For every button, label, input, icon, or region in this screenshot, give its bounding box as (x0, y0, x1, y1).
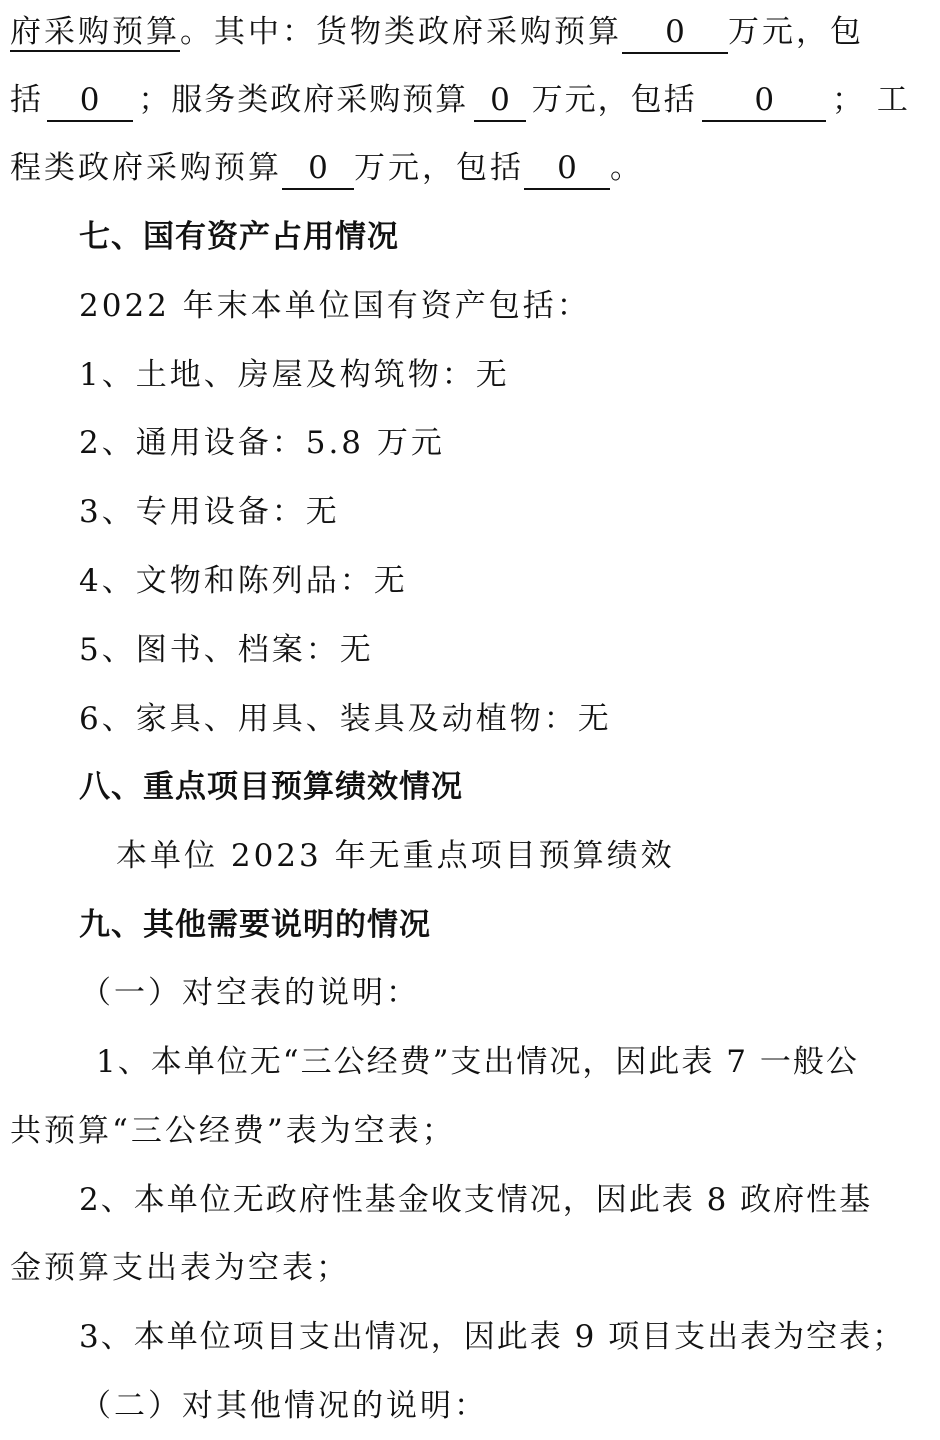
empty-table-note-1-line-2: 共预算“三公经费”表为空表； (10, 1113, 456, 1149)
procurement-term: 府采购预算 (10, 14, 180, 50)
empty-table-note-1-line-1: 1、本单位无“三公经费”支出情况，因此表 7 一般公 (96, 1044, 859, 1080)
asset-item: 1、土地、房屋及构筑物：无 (79, 357, 510, 393)
procurement-value-goods: 0 (622, 12, 728, 54)
section-7-intro: 2022 年末本单位国有资产包括： (79, 288, 591, 324)
procurement-text: 程类政府采购预算 (10, 150, 282, 186)
procurement-text: 。其中：货物类政府采购预算 (180, 14, 622, 50)
section-9-heading: 九、其他需要说明的情况 (79, 907, 431, 943)
procurement-value-services-incl: 0 (702, 80, 826, 122)
asset-item: 6、家具、用具、装具及动植物：无 (79, 701, 612, 737)
procurement-value-services: 0 (474, 80, 526, 122)
procurement-line-1 (10, 12, 922, 54)
empty-table-note-3: 3、本单位项目支出情况，因此表 9 项目支出表为空表； (79, 1319, 906, 1355)
procurement-text: ；服务类政府采购预算 (138, 82, 469, 118)
empty-table-note-2-line-1: 2、本单位无政府性基金收支情况，因此表 8 政府性基 (79, 1182, 873, 1218)
procurement-value-goods-incl: 0 (47, 80, 133, 122)
empty-table-note-2-line-2: 金预算支出表为空表； (10, 1250, 350, 1286)
procurement-text: 万元，包 (728, 14, 864, 50)
asset-item: 4、文物和陈列品：无 (79, 563, 408, 599)
section-9-subheading-1: （一）对空表的说明： (80, 975, 420, 1011)
section-9-subheading-2: （二）对其他情况的说明： (80, 1388, 488, 1424)
asset-item: 3、专用设备：无 (79, 494, 340, 530)
procurement-value-works: 0 (282, 148, 354, 190)
asset-item: 2、通用设备：5.8 万元 (79, 425, 445, 461)
procurement-text: 万元，包括 (354, 150, 524, 186)
procurement-text: 括 (10, 82, 41, 118)
section-7-heading: 七、国有资产占用情况 (79, 219, 399, 255)
asset-item: 5、图书、档案：无 (79, 632, 374, 668)
procurement-text: ；工 (831, 82, 922, 118)
procurement-line-3 (10, 148, 922, 190)
procurement-text: 万元，包括 (531, 82, 697, 118)
procurement-value-works-incl: 0 (524, 148, 610, 190)
procurement-line-2 (10, 80, 922, 122)
procurement-text: 。 (610, 150, 644, 186)
section-8-heading: 八、重点项目预算绩效情况 (79, 769, 463, 805)
section-8-text: 本单位 2023 年无重点项目预算绩效 (116, 838, 675, 874)
